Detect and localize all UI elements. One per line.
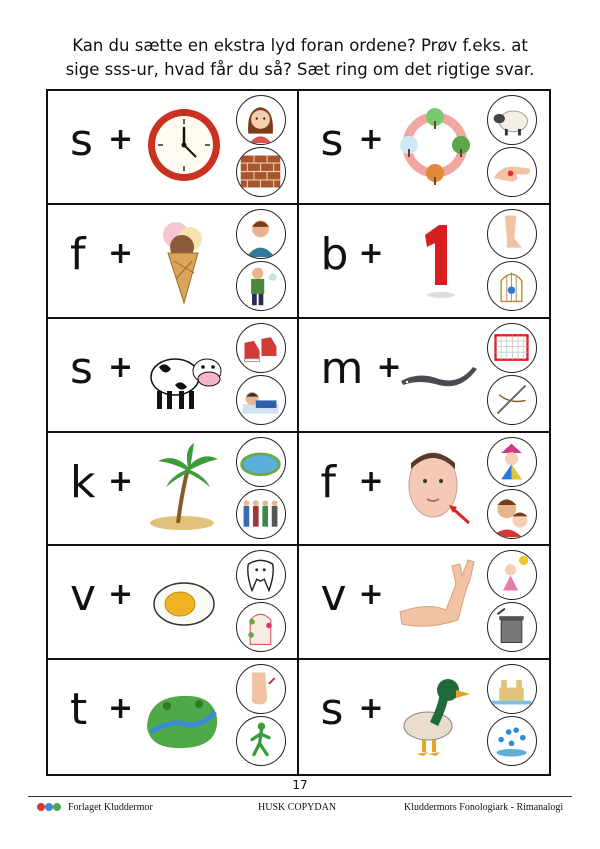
instruction-text (40, 34, 560, 82)
splash-icon (488, 717, 535, 764)
option-circle[interactable] (236, 489, 286, 539)
tooth-icon (237, 551, 284, 598)
plus-sign: + (376, 349, 402, 385)
item-cell (299, 205, 550, 319)
option-circle[interactable] (236, 664, 286, 714)
option-circle[interactable] (236, 375, 286, 425)
option-circle[interactable] (236, 437, 286, 487)
letter: s (70, 342, 93, 394)
option-circle[interactable] (236, 209, 286, 259)
plus-sign: + (108, 349, 134, 385)
letter: b (320, 228, 349, 280)
item-cell (48, 660, 299, 774)
girl-icon (237, 96, 284, 143)
clock-icon (144, 99, 224, 191)
bird-cage-icon (488, 262, 535, 309)
option-circle[interactable] (487, 716, 537, 766)
letter: f (320, 456, 336, 508)
hurt-hand-icon (488, 148, 535, 195)
plus-sign: + (108, 463, 134, 499)
plus-sign: + (358, 463, 384, 499)
door-icon (237, 603, 284, 650)
letter: k (70, 456, 96, 508)
option-circle[interactable] (236, 550, 286, 600)
sheep-icon (488, 96, 535, 143)
letter: s (70, 115, 93, 166)
option-circle[interactable] (487, 209, 537, 259)
footer-publisher: Forlaget Kluddermor (68, 802, 153, 813)
foot-icon (237, 665, 284, 712)
footer-series-title: Kluddermors Fonologiark - Rimanalogi (404, 802, 564, 813)
plus-sign: + (358, 691, 384, 727)
item-cell (299, 433, 550, 547)
trash-can-icon (488, 603, 535, 650)
sewing-needle-icon (488, 376, 535, 423)
item-cell (299, 91, 550, 205)
item-cell (48, 205, 299, 319)
item-cell (48, 319, 299, 433)
item-cell (48, 546, 299, 660)
sneakers-icon (237, 324, 284, 371)
item-cell (299, 660, 550, 774)
cow-icon (142, 327, 228, 419)
item-cell (299, 546, 550, 660)
man-icon (237, 210, 284, 257)
brick-wall-icon (237, 148, 284, 195)
option-circle[interactable] (236, 147, 286, 197)
page-number: 17 (292, 778, 308, 792)
ice-cream-cone-icon (144, 213, 224, 305)
letter: t (70, 684, 88, 736)
footer-copydan: HUSK COPYDAN (258, 802, 337, 813)
item-cell (299, 319, 550, 433)
sandcastle-icon (488, 665, 535, 712)
option-circle[interactable] (487, 437, 537, 487)
girl-sun-icon (488, 551, 535, 598)
plus-sign: + (108, 235, 134, 271)
option-circle[interactable] (487, 664, 537, 714)
queue-icon (237, 490, 284, 537)
sleeping-boy-icon (237, 376, 284, 423)
letter: s (320, 684, 344, 736)
pond-icon (237, 438, 284, 485)
option-circle[interactable] (487, 602, 537, 652)
plus-sign: + (358, 122, 384, 157)
duck-icon (389, 668, 479, 760)
instruction-line-2: sige sss-ur, hvad får du så? Sæt ring om det rigtige svar. (65, 60, 535, 79)
option-circle[interactable] (236, 95, 286, 145)
option-circle[interactable] (487, 489, 537, 539)
leg-icon (488, 210, 535, 257)
publisher-logo-icon (36, 800, 64, 814)
letter: f (70, 228, 86, 280)
sick-man-icon (237, 262, 284, 309)
option-circle[interactable] (487, 550, 537, 600)
item-cell (48, 91, 299, 205)
goal-net-icon (488, 324, 535, 371)
letter: s (320, 115, 344, 166)
option-circle[interactable] (236, 323, 286, 373)
option-circle[interactable] (236, 602, 286, 652)
plus-sign: + (358, 235, 384, 271)
arm-icon (395, 554, 481, 646)
egg-half-icon (144, 554, 224, 646)
option-circle[interactable] (487, 323, 537, 373)
option-circle[interactable] (487, 95, 537, 145)
plus-sign: + (358, 577, 384, 613)
face-chin-icon (395, 441, 475, 533)
eel-icon (397, 327, 481, 419)
option-circle[interactable] (236, 261, 286, 311)
option-circle[interactable] (487, 375, 537, 425)
number-one-icon (395, 213, 475, 305)
walking-man-icon (237, 717, 284, 764)
option-circle[interactable] (236, 716, 286, 766)
instruction-line-1: Kan du sætte en ekstra lyd foran ordene? Prøv f.eks. at (72, 36, 528, 55)
footer-divider (28, 796, 572, 797)
letter: v (70, 570, 97, 622)
option-circle[interactable] (487, 147, 537, 197)
option-circle[interactable] (487, 261, 537, 311)
jester-icon (488, 438, 535, 485)
palm-island-icon (144, 441, 224, 533)
worksheet-grid (46, 89, 551, 776)
plus-sign: + (108, 691, 134, 727)
letter: m (320, 342, 364, 394)
letter: v (320, 570, 347, 622)
island-river-icon (136, 668, 226, 760)
father-son-icon (488, 490, 535, 537)
plus-sign: + (108, 122, 134, 157)
seasons-cycle-icon (395, 99, 475, 191)
item-cell (48, 433, 299, 547)
plus-sign: + (108, 577, 134, 613)
